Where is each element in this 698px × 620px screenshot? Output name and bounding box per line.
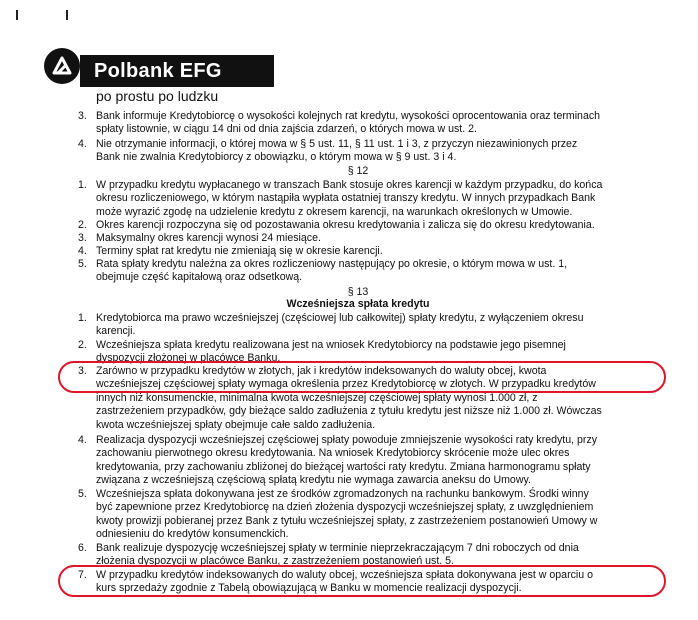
scan-mark-right bbox=[66, 10, 68, 20]
list-item: 4. Realizacja dyspozycji wcześniejszej częściowej spłaty powoduje zmniejszenie wysokości raty kredytu, przy zachowaniu pierwotnego okresu kredytowania. Na wniosek Kredytobiorcy skrócenie może ulec okres kredytowania, przy zachowaniu zbliżonej do bieżącej wartości raty kredytu. Zmiana harmonogramu spłaty związana z wcześniejszą częściową spłatą kredytu nie wymaga zawarcia aneksu do Umowy. bbox=[78, 434, 598, 487]
list-item: 5. Rata spłaty kredytu należna za okres rozliczeniowy następujący po okresie, o którym mowa w ust. 1, obejmuje część kapitałową oraz odsetkową. bbox=[78, 258, 568, 284]
list-item: 3. Maksymalny okres karencji wynosi 24 miesiące. bbox=[78, 232, 321, 244]
scan-mark-left bbox=[16, 10, 18, 20]
section-heading-12: § 12 bbox=[347, 165, 369, 177]
section-heading-13: § 13 bbox=[347, 286, 369, 298]
list-item: 3. Bank informuje Kredytobiorcę o wysokości kolejnych rat kredytu, wysokości oprocentowania oraz terminach spłaty listownie, w ciągu 14 dni od dnia zajścia zdarzeń, o których mowa w ust. 2. bbox=[78, 110, 601, 136]
list-item: 4. Terminy spłat rat kredytu nie zmieniają się w okresie karencji. bbox=[78, 245, 383, 257]
list-item: 7. W przypadku kredytów indeksowanych do waluty obcej, wcześniejsza spłata dokonywana jest w oparciu o kurs sprzedaży zgodnie z Tabelą obowiązującą w Banku w momencie realizacji dyspozycji. bbox=[78, 569, 593, 595]
brand-name: Polbank EFG bbox=[80, 55, 274, 87]
list-item: 2. Wcześniejsza spłata kredytu realizowana jest na wniosek Kredytobiorcy na podstawie jego pisemnej dyspozycji złożonej w placówce Banku. bbox=[78, 339, 566, 365]
list-item: 3. Zarówno w przypadku kredytów w złotych, jak i kredytów indeksowanych do waluty obcej, kwota wcześniejszej częściowej spłaty wymaga określenia przez Kredytobiorcę w złotych. W przypadku kredytów innych niż konsumenckie, minimalna kwota wcześniejszej częściowej spłaty wynosi 1.000 zł, z zastrzeżeniem przypadków, gdy bieżące saldo zadłużenia z tytułu kredytu jest niższe niż 1.000 zł. Wówczas kwota wcześniejszej spłaty obejmuje całe saldo zadłużenia. bbox=[78, 365, 602, 431]
list-item: 5. Wcześniejsza spłata dokonywana jest ze środków zgromadzonych na rachunku bankowym. Środki winny być zapewnione przez Kredytobiorcę na dzień złożenia dyspozycji wcześniejszej spłaty, z uwzględnieniem kwoty prowizji pobieranej przez Bank z tytułu wcześniejszej spłaty, z zastrzeżeniem postanowień Umowy w odniesieniu do kredytów konsumenckich. bbox=[78, 488, 598, 541]
section-title: Wcześniejsza spłata kredytu bbox=[286, 298, 430, 310]
brand-tagline: po prostu po ludzku bbox=[96, 88, 219, 104]
list-item: 1. Kredytobiorca ma prawo wcześniejszej (częściowej lub całkowitej) spłaty kredytu, z wyłączeniem okresu karencji. bbox=[78, 312, 584, 338]
list-item: 4. Nie otrzymanie informacji, o której mowa w § 5 ust. 11, § 11 ust. 1 i 3, z przyczyn niezawinionych przez Bank nie zwalnia Kredytobiorcy z obowiązku, o którym mowa w § 9 ust. 3 i 4. bbox=[78, 138, 578, 164]
list-item: 2. Okres karencji rozpoczyna się od pozostawania okresu kredytowania i zalicza się do okresu kredytowania. bbox=[78, 219, 595, 231]
list-item: 6. Bank realizuje dyspozycję wcześniejszej spłaty w terminie nieprzekraczającym 7 dni roboczych od dnia złożenia dyspozycji w placówce Banku, z zastrzeżeniem postanowień ust. 5. bbox=[78, 542, 579, 568]
polbank-logo-icon bbox=[44, 48, 80, 84]
list-item: 1. W przypadku kredytu wypłacanego w transzach Bank stosuje okres karencji w każdym przypadku, do końca okresu rozliczeniowego, w którym nastąpiła wypłata ostatniej transzy kredytu. W innych przypadkach Bank może wyrazić zgodę na udzielenie kredytu z okresem karencji, na warunkach określonych w Umowie. bbox=[78, 179, 603, 218]
